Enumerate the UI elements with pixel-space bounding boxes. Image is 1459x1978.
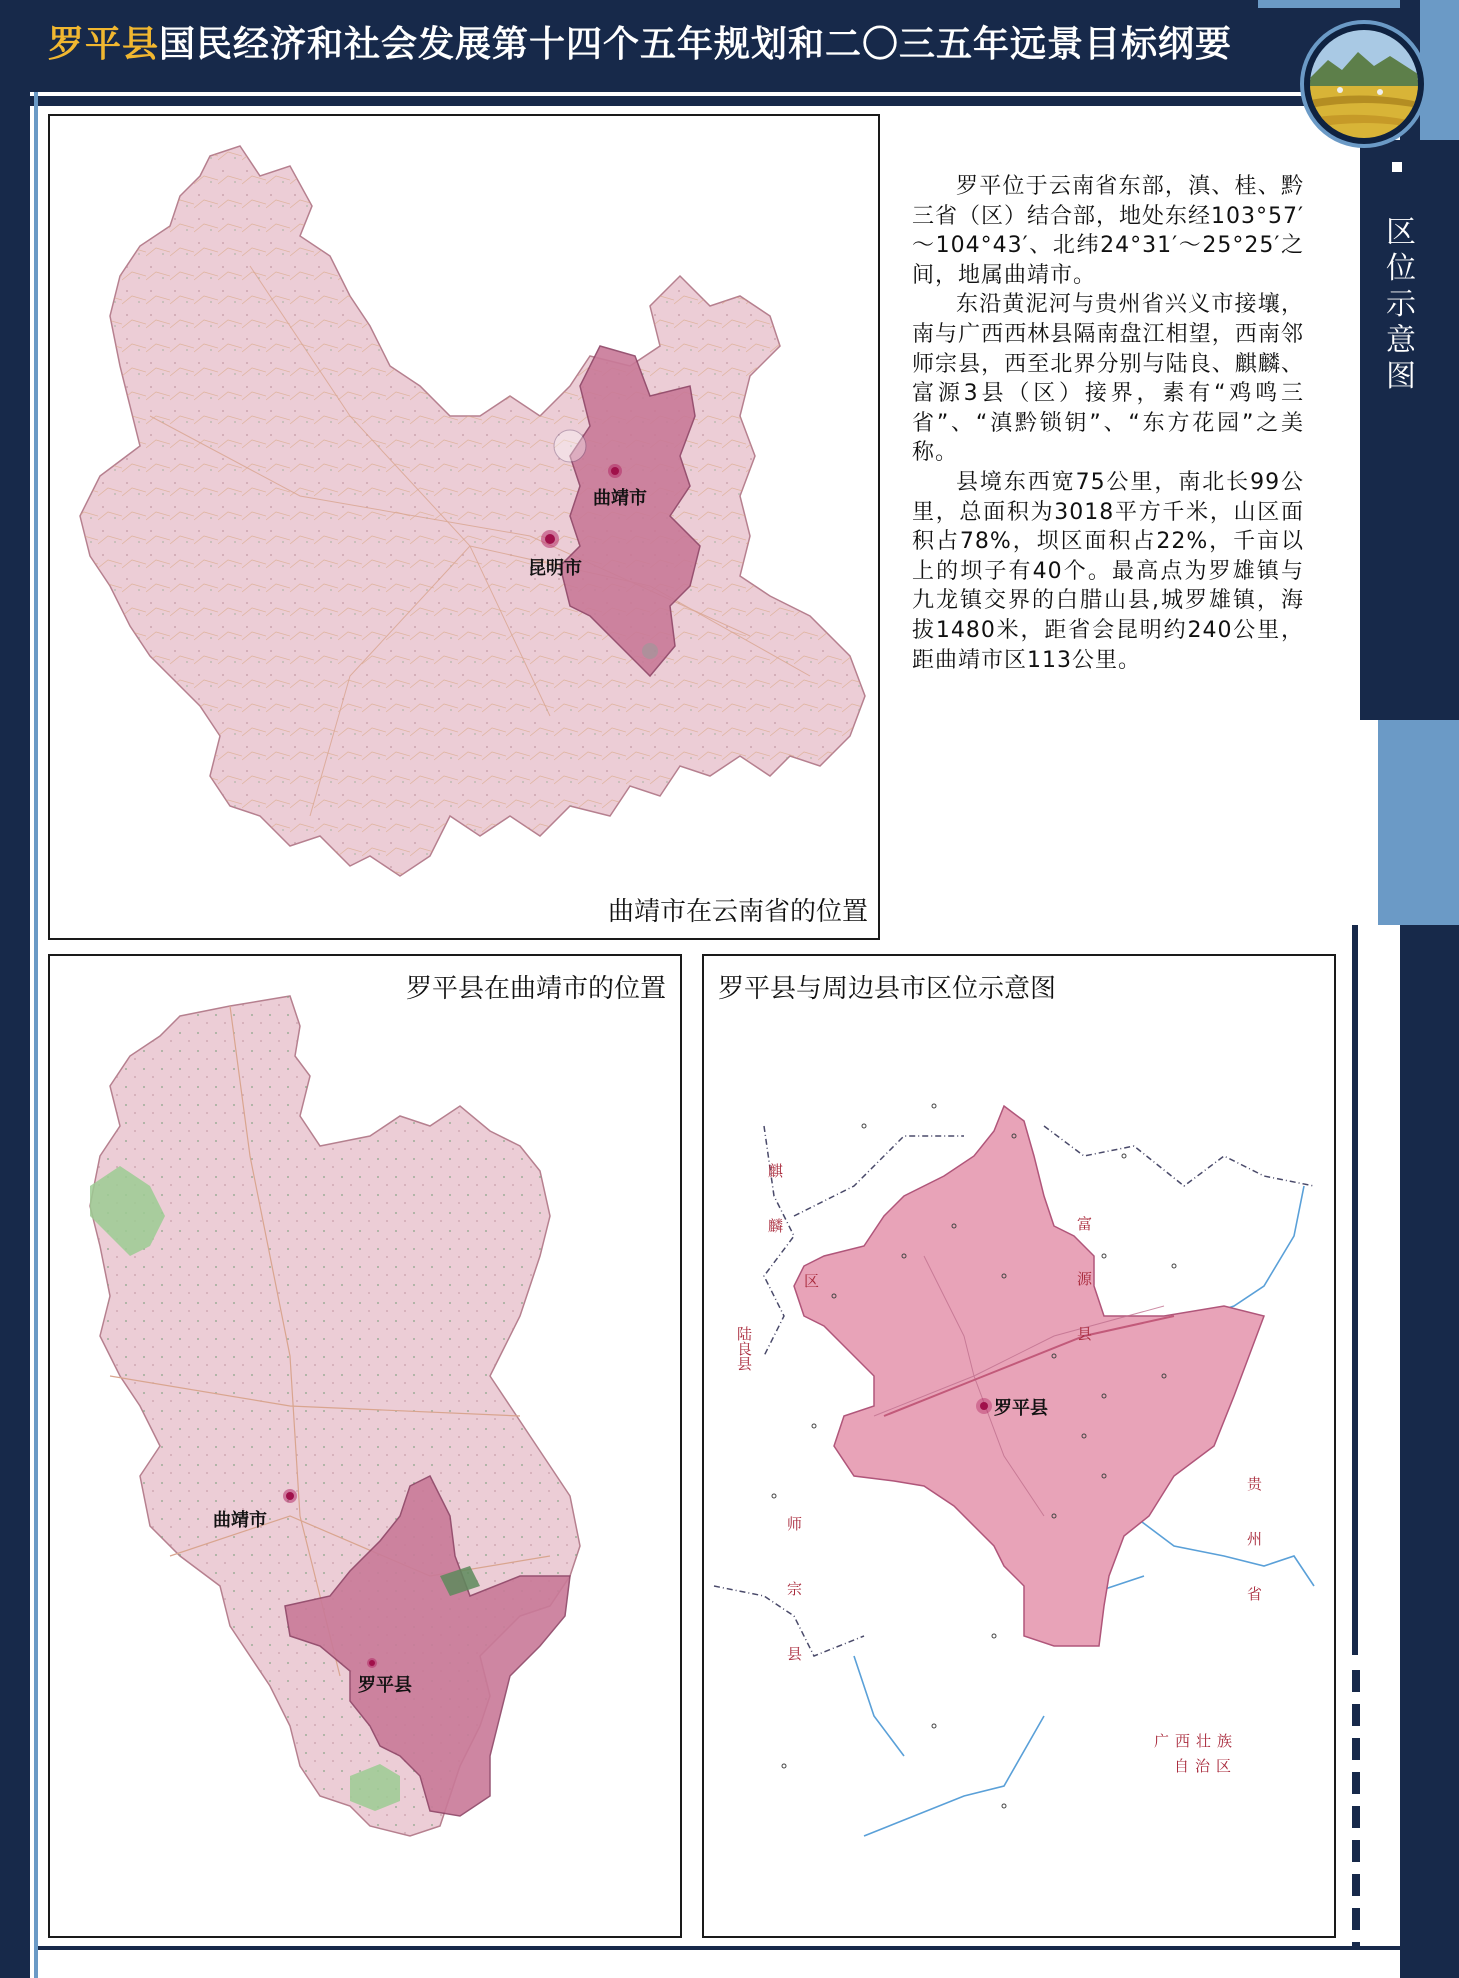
neighbor-guizhou-label: 贵州省 (1245, 1476, 1263, 1641)
landscape-logo-icon (1310, 30, 1418, 138)
header-accent (1258, 0, 1420, 8)
neighbor-shizong-label: 师宗县 (785, 1516, 803, 1711)
luoping-county-map (704, 956, 1334, 1936)
luoping-county-fill (794, 1106, 1264, 1646)
neighbor-fuyuan-label: 富源县 (1075, 1216, 1093, 1381)
left-rail-accent (34, 92, 38, 1978)
qilin-label-char-1: 麒 (768, 1162, 784, 1180)
qujing-label: 曲靖市 (593, 488, 647, 509)
luoping-map-caption: 罗平县与周边县市区位示意图 (718, 974, 1057, 1004)
title-highlight: 罗平县 (48, 24, 160, 65)
title-text: 国民经济和社会发展第十四个五年规划和二〇三五年远景目标纲要 (159, 24, 1233, 65)
qujing-city-map (50, 956, 680, 1936)
side-title-marker (1392, 162, 1402, 172)
qujing-label: 曲靖市 (213, 1510, 267, 1531)
header-band (0, 96, 1400, 106)
yunnan-map-caption: 曲靖市在云南省的位置 (607, 897, 868, 927)
yunnan-province-map (50, 116, 878, 938)
description-paragraph-1: 罗平位于云南省东部，滇、桂、黔三省（区）结合部，地处东经103°57′～104°43′、北纬24°31′～25°25′之间，地属曲靖市。 (912, 174, 1304, 288)
qilin-label-char-2: 麟 (768, 1217, 784, 1235)
qujing-map-caption: 罗平县在曲靖市的位置 (405, 974, 666, 1004)
neighbor-guangxi-label-2: 自治区 (1174, 1757, 1238, 1775)
landscape-logo (1300, 20, 1428, 148)
kunming-label: 昆明市 (528, 558, 582, 579)
yunnan-map-panel (48, 114, 880, 940)
neighbor-luliang-label: 陆良县 (735, 1326, 753, 1371)
qujing-map-panel (48, 954, 682, 1938)
page-title (48, 18, 1232, 72)
neighbor-guangxi-label-1: 广西壮族 (1154, 1732, 1239, 1750)
side-title: 区位示意图 (1386, 215, 1416, 394)
description-paragraph-2: 东沿黄泥河与贵州省兴义市接壤，南与广西西林县隔南盘江相望，西南邻师宗县，西至北界分别与陆良、麒麟、富源3县（区）接界，素有“鸡鸣三省”、“滇黔锁钥”、“东方花园”之美称。 (912, 292, 1304, 466)
luoping-label: 罗平县 (994, 1398, 1048, 1419)
luoping-map-panel (702, 954, 1336, 1938)
qilin-label-char-3: 区 (804, 1272, 820, 1290)
left-rail (0, 92, 30, 1978)
bottom-rule (38, 1946, 1400, 1950)
right-accent-block (1378, 720, 1459, 925)
right-dashed-line (1352, 1670, 1360, 1950)
right-divider-line (1352, 925, 1358, 1655)
luoping-label: 罗平县 (358, 1675, 412, 1696)
location-description (912, 172, 1304, 675)
description-paragraph-3: 县境东西宽75公里，南北长99公里，总面积为3018平方千米，山区面积占78%，坝区面积占22%，千亩以上的坝子有40个。最高点为罗雄镇与九龙镇交界的白腊山县,城罗雄镇，海拔1480米，距省会昆明约240公里，距曲靖市区113公里。 (912, 469, 1304, 673)
